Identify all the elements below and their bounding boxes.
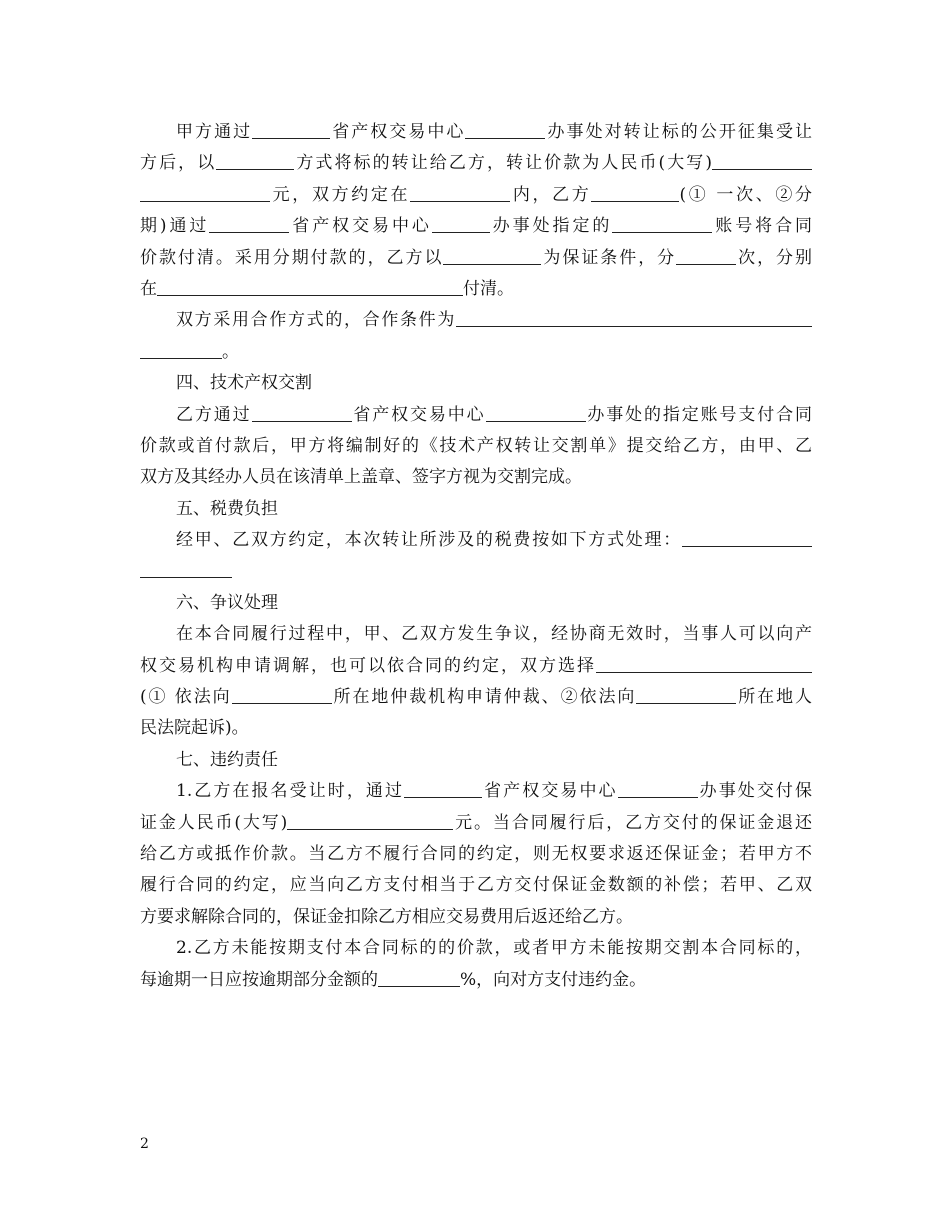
- text-segment: 2.乙方未能按期支付本合同标的的价款，或者甲方未能按期交割本合同标的，: [176, 938, 812, 959]
- text-segment: (① 依法向: [140, 687, 232, 708]
- text-segment: 账号将合同: [712, 216, 812, 237]
- text-segment: 省产权交易中心: [289, 216, 432, 237]
- text-segment: 经甲、乙双方约定，本次转让所涉及的税费按如下方式处理：: [176, 530, 682, 551]
- text-segment: 在本合同履行过程中，甲、乙双方发生争议，经协商无效时，当事人可以向产: [176, 624, 812, 645]
- text-segment: 办事处对转让标的公开征集受让: [545, 122, 812, 142]
- text-line: [140, 556, 812, 587]
- text-segment: 办事处的指定账号支付合同: [585, 404, 812, 425]
- text-line: [140, 462, 812, 493]
- text-segment: 价款付清。采用分期付款的，乙方以: [140, 247, 444, 268]
- text-segment: 方后，以: [140, 153, 217, 174]
- fill-in-blank[interactable]: [676, 247, 736, 265]
- fill-in-blank[interactable]: [140, 184, 270, 202]
- text-segment: 方式将标的转让给乙方，转让价款为人民币(大写): [294, 153, 713, 174]
- text-segment: 元。当合同履行后，乙方交付的保证金退还: [453, 812, 812, 833]
- text-line: [140, 368, 812, 399]
- text-line: [140, 337, 812, 368]
- text-line: [140, 839, 812, 870]
- text-segment: 证金人民币(大写): [140, 812, 288, 833]
- text-line: [140, 243, 812, 274]
- text-line: [140, 651, 812, 682]
- text-line: [140, 117, 812, 148]
- text-line: [140, 305, 812, 336]
- text-segment: %，向对方支付违约金。: [460, 969, 647, 990]
- text-segment: 办事处交付保: [697, 781, 812, 802]
- text-segment: 为保证条件，分: [541, 247, 677, 268]
- text-line: [140, 400, 812, 431]
- fill-in-blank[interactable]: [216, 152, 294, 170]
- text-line: [140, 745, 812, 776]
- text-line: [140, 525, 812, 556]
- text-segment: 元，双方约定在: [270, 184, 411, 205]
- fill-in-blank[interactable]: [682, 529, 812, 547]
- text-segment: 所在地人: [736, 687, 812, 708]
- text-line: [140, 965, 812, 996]
- text-segment: 民法院起诉)。: [140, 718, 249, 739]
- fill-in-blank[interactable]: [712, 152, 812, 170]
- text-line: [140, 619, 812, 650]
- text-segment: 付清。: [463, 278, 514, 299]
- fill-in-blank[interactable]: [378, 969, 460, 987]
- text-line: [140, 902, 812, 933]
- text-segment: 1.乙方在报名受让时，通过: [176, 781, 405, 802]
- text-segment: 每逾期一日应按逾期部分金额的: [140, 969, 378, 990]
- text-segment: 双方及其经办人员在该清单上盖章、签字方视为交割完成。: [140, 467, 582, 488]
- text-segment: 内，乙方: [510, 184, 592, 205]
- text-segment: 在: [140, 278, 157, 299]
- text-segment: (① 一次、②分: [679, 184, 812, 205]
- fill-in-blank[interactable]: [209, 215, 289, 233]
- text-segment: 所在地仲裁机构申请仲裁、②依法向: [331, 687, 637, 708]
- text-line: [140, 776, 812, 807]
- text-segment: 甲方通过: [176, 122, 253, 142]
- fill-in-blank[interactable]: [232, 686, 332, 704]
- text-segment: 。: [222, 341, 239, 362]
- text-segment: 四、技术产权交割: [176, 373, 312, 394]
- text-segment: 方要求解除合同的，保证金扣除乙方相应交易费用后返还给乙方。: [140, 906, 633, 927]
- text-segment: 价款或首付款后，甲方将编制好的《技术产权转让交割单》提交给乙方，由甲、乙: [140, 435, 812, 456]
- text-segment: 期)通过: [140, 216, 210, 237]
- fill-in-blank[interactable]: [596, 655, 812, 673]
- text-line: [140, 588, 812, 619]
- fill-in-blank[interactable]: [287, 812, 453, 830]
- text-segment: 七、违约责任: [176, 749, 278, 770]
- fill-in-blank[interactable]: [486, 404, 586, 422]
- text-line: [140, 494, 812, 525]
- fill-in-blank[interactable]: [410, 184, 510, 202]
- text-segment: 履行合同的约定，应当向乙方支付相当于乙方交付保证金数额的补偿；若甲、乙双: [140, 875, 812, 896]
- fill-in-blank[interactable]: [465, 121, 545, 139]
- text-line: [140, 148, 812, 179]
- text-line: [140, 713, 812, 744]
- fill-in-blank[interactable]: [612, 215, 712, 233]
- text-segment: 乙方通过: [176, 404, 252, 425]
- fill-in-blank[interactable]: [432, 215, 490, 233]
- fill-in-blank[interactable]: [636, 686, 736, 704]
- text-segment: 办事处指定的: [489, 216, 613, 237]
- text-segment: 双方采用合作方式的，合作条件为: [176, 310, 456, 331]
- text-segment: 次，分别: [736, 247, 812, 268]
- fill-in-blank[interactable]: [443, 247, 541, 265]
- text-line: [140, 274, 812, 305]
- text-segment: 省产权交易中心: [482, 781, 618, 802]
- text-segment: 五、税费负担: [176, 498, 278, 519]
- fill-in-blank[interactable]: [404, 780, 482, 798]
- text-segment: 给乙方或抵作价款。当乙方不履行合同的约定，则无权要求返还保证金；若甲方不: [140, 843, 812, 864]
- fill-in-blank[interactable]: [157, 278, 463, 296]
- text-segment: 权交易机构申请调解，也可以依合同的约定，双方选择: [140, 655, 596, 676]
- text-line: [140, 211, 812, 242]
- fill-in-blank[interactable]: [252, 121, 330, 139]
- text-line: [140, 431, 812, 462]
- text-line: [140, 180, 812, 211]
- text-line: [140, 870, 812, 901]
- text-segment: 六、争议处理: [176, 592, 278, 613]
- text-line: [140, 808, 812, 839]
- fill-in-blank[interactable]: [140, 560, 232, 578]
- text-line: [140, 933, 812, 964]
- fill-in-blank[interactable]: [456, 309, 812, 327]
- fill-in-blank[interactable]: [591, 184, 679, 202]
- text-segment: 省产权交易中心: [330, 122, 466, 142]
- fill-in-blank[interactable]: [618, 780, 698, 798]
- fill-in-blank[interactable]: [252, 404, 352, 422]
- document-body: [140, 117, 812, 996]
- fill-in-blank[interactable]: [140, 341, 222, 359]
- text-line: [140, 682, 812, 713]
- page-number: 2: [140, 1136, 149, 1152]
- text-segment: 省产权交易中心: [351, 404, 486, 425]
